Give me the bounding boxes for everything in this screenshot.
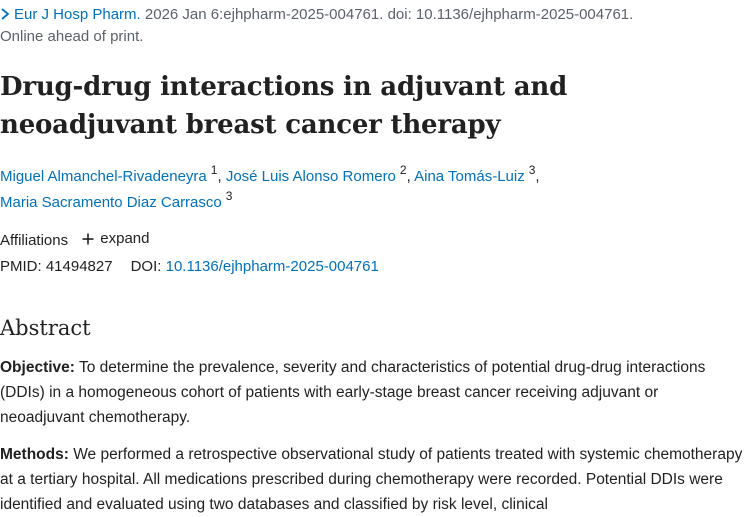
citation-line	[0, 4, 750, 48]
identifiers-row	[0, 256, 379, 278]
affiliation-ref[interactable]: 3	[528, 163, 536, 177]
article-title: Drug-drug interactions in adjuvant and neoadjuvant breast cancer therapy	[0, 72, 568, 140]
doi-label: DOI:	[130, 258, 162, 275]
author-link[interactable]: Miguel Almanchel-Rivadeneyra	[0, 168, 207, 185]
author-link[interactable]: José Luis Alonso Romero	[225, 168, 396, 185]
author-link[interactable]: Maria Sacramento Diaz Carrasco	[0, 194, 222, 211]
doi-link[interactable]: 10.1136/ejhpharm-2025-004761	[165, 258, 379, 275]
pmid-label: PMID:	[0, 258, 42, 275]
chevron-right-icon[interactable]	[0, 8, 10, 20]
methods-text: We performed a retrospective observational study of patients treated with systemic chemotherapy at a tertiary hospital. All medications prescribed during chemotherapy were recorded. Potential DDIs were identified and evaluated using two databases and classified by risk level, clinical	[0, 446, 743, 513]
affiliations-label: Affiliations	[0, 232, 69, 249]
objective-label: Objective:	[0, 359, 75, 376]
abstract-methods	[0, 442, 745, 517]
affiliation-ref[interactable]: 2	[399, 163, 407, 177]
pmid-value: 41494827	[45, 258, 113, 275]
author-separator: ,	[535, 168, 540, 185]
affiliations-expand-button[interactable]	[82, 228, 149, 250]
author-separator: ,	[406, 168, 415, 185]
citation-details: 2026 Jan 6:ejhpharm-2025-004761. doi: 10.1136/ejhpharm-2025-004761.	[140, 6, 634, 23]
abstract-heading: Abstract	[0, 316, 91, 340]
author-list	[0, 164, 750, 216]
affiliation-ref[interactable]: 3	[225, 189, 233, 203]
journal-link[interactable]: Eur J Hosp Pharm.	[14, 6, 141, 23]
affiliations-row	[0, 228, 149, 252]
author-separator: ,	[217, 168, 226, 185]
affiliation-ref[interactable]: 1	[210, 163, 218, 177]
objective-text: To determine the prevalence, severity and characteristics of potential drug-drug interactions (DDIs) in a homogeneous cohort of patients with early-stage breast cancer receiving adjuvant or neoadjuvant chemotherapy.	[0, 359, 706, 426]
plus-icon	[82, 233, 94, 245]
expand-label: expand	[100, 230, 150, 247]
abstract-objective	[0, 355, 745, 430]
methods-label: Methods:	[0, 446, 69, 463]
author-link[interactable]: Aina Tomás-Luiz	[414, 168, 525, 185]
publication-status: Online ahead of print.	[0, 28, 144, 45]
